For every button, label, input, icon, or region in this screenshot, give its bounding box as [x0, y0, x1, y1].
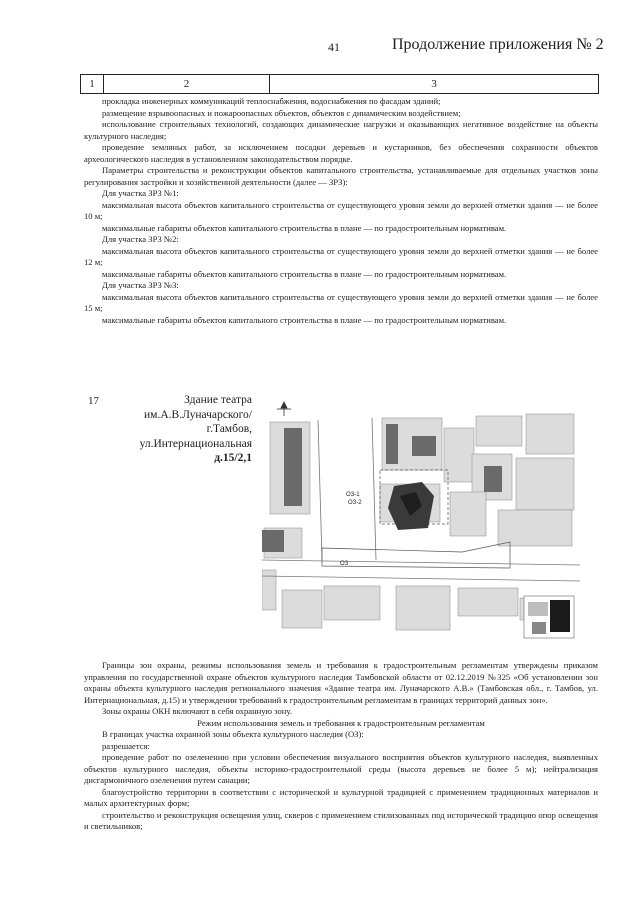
site-plan-map	[262, 400, 580, 648]
paragraph: максимальные габариты объектов капитального строительства в плане — по градостроительным нормативам.	[102, 314, 507, 325]
table-column-numbers	[80, 74, 599, 94]
paragraph: максимальная высота объектов капитального строительства от существующего уровня земли до верхней отметки здания — не более 12 м;	[84, 245, 598, 267]
paragraph: использование строительных технологий, создающих динамические нагрузки и оказывающих негативное воздействие на объекты культурного наследия;	[84, 119, 598, 141]
object-name-line: им.А.В.Луначарского/	[144, 408, 252, 421]
paragraph: благоустройство территории в соответствии с исторической и культурной традицией с применением традиционных материалов и малых архитектурных форм;	[84, 786, 598, 808]
protection-regime-text	[84, 660, 598, 833]
location-inset-map	[524, 596, 574, 638]
object-name	[102, 393, 252, 466]
section-heading: Для участка ЗРЗ №3:	[102, 280, 179, 290]
paragraph: максимальная высота объектов капитального строительства от существующего уровня земли до верхней отметки здания — не более 10 м;	[84, 199, 598, 221]
object-name-line: д.15/2,1	[214, 452, 252, 464]
paragraph: Параметры строительства и реконструкции объектов капитального строительства, устанавливаемые для отдельных участков зоны регулирования застройки и хозяйственной деятельности (далее — ЗРЗ):	[84, 165, 598, 187]
column-number-1: 1	[89, 78, 95, 90]
paragraph: Границы зон охраны, режимы использования земель и требования к градостроительным регламентам утверждены приказом управления по государственной охране объектов культурного наследия Тамбовской области от 02.12.2019 №325 «Об установлении зон охраны объекта культурного наследия регионального значения «Здание театра им. Луначарского А.В.» (Тамбовская обл., г. Тамбов, ул. Интернациональная, д.15) и утверждении требований к градостроительным регламентам в границах территорий данных зон».	[84, 660, 598, 705]
page-number: 41	[328, 40, 340, 54]
column-number-2: 2	[183, 78, 190, 90]
paragraph: строительство и реконструкция освещения улиц, скверов с применением стилизованных под исторической традицию опор освещения и светильников;	[84, 809, 598, 831]
paragraph: размещение взрывоопасных и пожароопасных объектов, объектов с динамическим воздействием;	[102, 107, 461, 118]
column-number-3: 3	[431, 78, 437, 90]
zrz-requirements-text	[84, 96, 598, 326]
paragraph: Зоны охраны ОКН включают в себя охранную зону.	[102, 706, 292, 716]
zone-label-o2-2: ОЗ-2	[348, 500, 362, 506]
paragraph: разрешается:	[102, 740, 150, 751]
row-number: 17	[88, 395, 99, 407]
paragraph: прокладка инженерных коммуникаций теплоснабжения, водоснабжения по фасадам зданий;	[102, 96, 441, 106]
section-heading: Для участка ЗРЗ №2:	[102, 234, 179, 244]
paragraph: проведение земляных работ, за исключением посадки деревьев и кустарников, без обеспечения сохранности объектов археологического наследия в установленном законодательством порядке.	[84, 142, 598, 164]
paragraph: В границах участка охранной зоны объекта культурного наследия (ОЗ):	[102, 729, 364, 739]
appendix-title: Продолжение приложения № 2	[392, 36, 604, 53]
paragraph: проведение работ по озеленению при условии обеспечения визуального восприятия объектов культурного наследия, выявленных объектов культурного наследия, объекты историко-градостроительной среды (высота деревьев не более 5 м); нейтрализация дисгармоничного озеленения путем санации;	[84, 752, 598, 785]
paragraph: максимальные габариты объектов капитального строительства в плане — по градостроительным нормативам.	[102, 268, 507, 279]
zone-label-oz: ОЗ	[340, 561, 349, 567]
section-heading: Для участка ЗРЗ №1:	[102, 188, 179, 198]
paragraph: максимальные габариты объектов капитального строительства в плане — по градостроительным нормативам.	[102, 222, 507, 233]
zone-label-o2-1: ОЗ-1	[346, 492, 360, 498]
object-name-line: ул.Интернациональная	[139, 437, 252, 450]
section-heading: Режим использования земель и требования к градостроительным регламентам	[197, 717, 485, 728]
paragraph: максимальная высота объектов капитального строительства от существующего уровня земли до верхней отметки здания — не более 15 м;	[84, 291, 598, 313]
object-name-line: г.Тамбов,	[206, 423, 252, 435]
object-name-line: Здание театра	[184, 394, 252, 406]
